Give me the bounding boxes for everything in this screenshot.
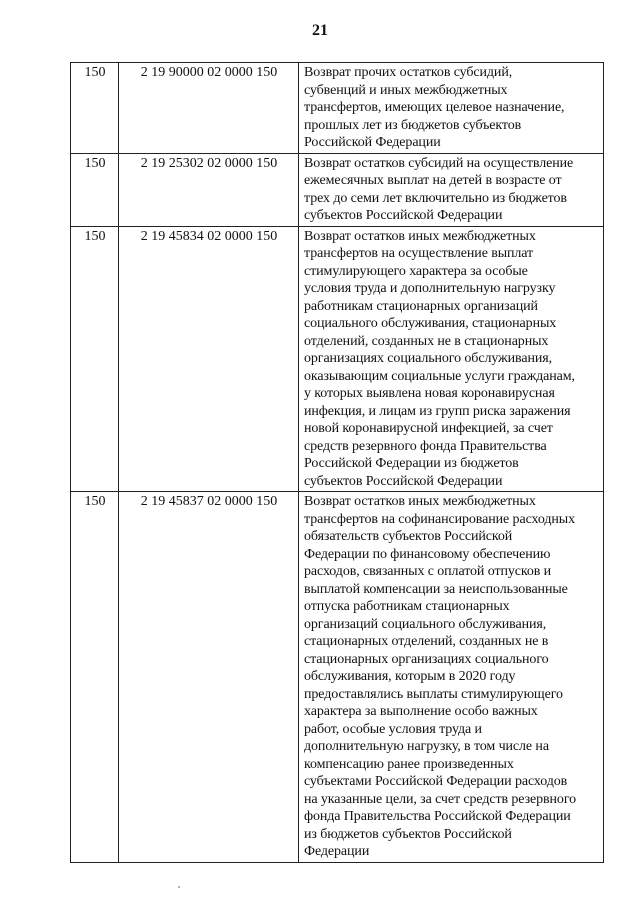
revenue-name-line: обслуживания, которым в 2020 году bbox=[304, 669, 516, 684]
budget-code-cell: 2 19 90000 02 0000 150 bbox=[119, 63, 299, 154]
admin-code-cell: 150 bbox=[71, 153, 119, 226]
revenue-name-line: условия труда и дополнительную нагрузку bbox=[304, 281, 556, 296]
revenue-name-line: инфекция, и лицам из групп риска заражения bbox=[304, 403, 571, 419]
table-row bbox=[71, 153, 604, 226]
revenue-name-line: стационарных организациях социального bbox=[304, 651, 549, 667]
revenue-name-line: работникам стационарных организаций bbox=[304, 298, 538, 314]
revenue-name-line: трансфертов на осуществление выплат bbox=[304, 246, 534, 261]
revenue-name-line: Возврат остатков иных межбюджетных bbox=[304, 228, 536, 244]
revenue-name-line: Российской Федерации bbox=[304, 135, 441, 150]
revenue-name-cell bbox=[299, 226, 604, 492]
revenue-name-line: субъектов Российской Федерации bbox=[304, 208, 503, 223]
revenue-name-line: субъектов Российской Федерации bbox=[304, 473, 503, 489]
revenue-name-line: у которых выявлена новая коронавирусная bbox=[304, 386, 555, 401]
revenue-name-line: предоставлялись выплаты стимулирующего bbox=[304, 686, 563, 702]
revenue-name-line: отделений, созданных не в стационарных bbox=[304, 333, 549, 349]
admin-code-cell: 150 bbox=[71, 492, 119, 863]
table-row bbox=[71, 63, 604, 154]
budget-codes-table bbox=[70, 62, 604, 863]
revenue-name-cell bbox=[299, 492, 604, 863]
revenue-name-line: Возврат остатков иных межбюджетных bbox=[304, 494, 536, 509]
revenue-name-line: отпуска работникам стационарных bbox=[304, 599, 510, 614]
admin-code-cell: 150 bbox=[71, 226, 119, 492]
revenue-name-line: субвенций и иных межбюджетных bbox=[304, 82, 508, 98]
revenue-name-line: обязательств субъектов Российской bbox=[304, 529, 513, 544]
revenue-name-line: из бюджетов субъектов Российской bbox=[304, 826, 512, 842]
revenue-name-line: Возврат остатков субсидий на осуществление bbox=[304, 155, 574, 171]
revenue-name-line: средств резервного фонда Правительства bbox=[304, 438, 547, 454]
scan-speck bbox=[178, 886, 180, 888]
revenue-name-line: Федерации bbox=[304, 844, 370, 859]
revenue-name-line: стационарных отделений, созданных не в bbox=[304, 634, 549, 649]
table-row bbox=[71, 492, 604, 863]
revenue-name-cell bbox=[299, 63, 604, 154]
budget-code-cell: 2 19 45837 02 0000 150 bbox=[119, 492, 299, 863]
revenue-name-line: трансфертов, имеющих целевое назначение, bbox=[304, 100, 565, 115]
budget-code-cell: 2 19 25302 02 0000 150 bbox=[119, 153, 299, 226]
revenue-name-line: организаций социального обслуживания, bbox=[304, 616, 547, 632]
budget-code-cell: 2 19 45834 02 0000 150 bbox=[119, 226, 299, 492]
revenue-name-line: характера за выполнение особо важных bbox=[304, 704, 538, 719]
revenue-name-line: субъектами Российской Федерации расходов bbox=[304, 774, 568, 789]
revenue-name-line: Федерации по финансовому обеспечению bbox=[304, 546, 551, 562]
revenue-name-line: расходов, связанных с оплатой отпусков и bbox=[304, 564, 552, 579]
revenue-name-line: фонда Правительства Российской Федерации bbox=[304, 809, 571, 824]
revenue-name-line: компенсацию ранее произведенных bbox=[304, 756, 514, 772]
revenue-name-line: прошлых лет из бюджетов субъектов bbox=[304, 117, 522, 133]
revenue-name-line: Российской Федерации из бюджетов bbox=[304, 456, 519, 471]
revenue-name-line: работ, особые условия труда и bbox=[304, 721, 482, 737]
revenue-name-cell bbox=[299, 153, 604, 226]
revenue-name-line: на указанные цели, за счет средств резервного bbox=[304, 791, 577, 807]
revenue-name-line: дополнительную нагрузку, в том числе на bbox=[304, 739, 549, 754]
revenue-name-line: новой коронавирусной инфекцией, за счет bbox=[304, 421, 553, 436]
revenue-name-line: Возврат прочих остатков субсидий, bbox=[304, 65, 513, 80]
revenue-name-line: ежемесячных выплат на детей в возрасте от bbox=[304, 173, 562, 188]
revenue-name-line: оказывающим социальные услуги гражданам, bbox=[304, 368, 575, 384]
table-row bbox=[71, 226, 604, 492]
revenue-name-line: социального обслуживания, стационарных bbox=[304, 316, 557, 331]
revenue-name-line: трансфертов на софинансирование расходных bbox=[304, 511, 575, 527]
page-number: 21 bbox=[312, 22, 328, 39]
revenue-name-line: организациях социального обслуживания, bbox=[304, 351, 552, 366]
revenue-name-line: выплатой компенсации за неиспользованные bbox=[304, 581, 568, 597]
revenue-name-line: стимулирующего характера за особые bbox=[304, 263, 528, 279]
admin-code-cell: 150 bbox=[71, 63, 119, 154]
revenue-name-line: трех до семи лет включительно из бюджетов bbox=[304, 190, 567, 206]
